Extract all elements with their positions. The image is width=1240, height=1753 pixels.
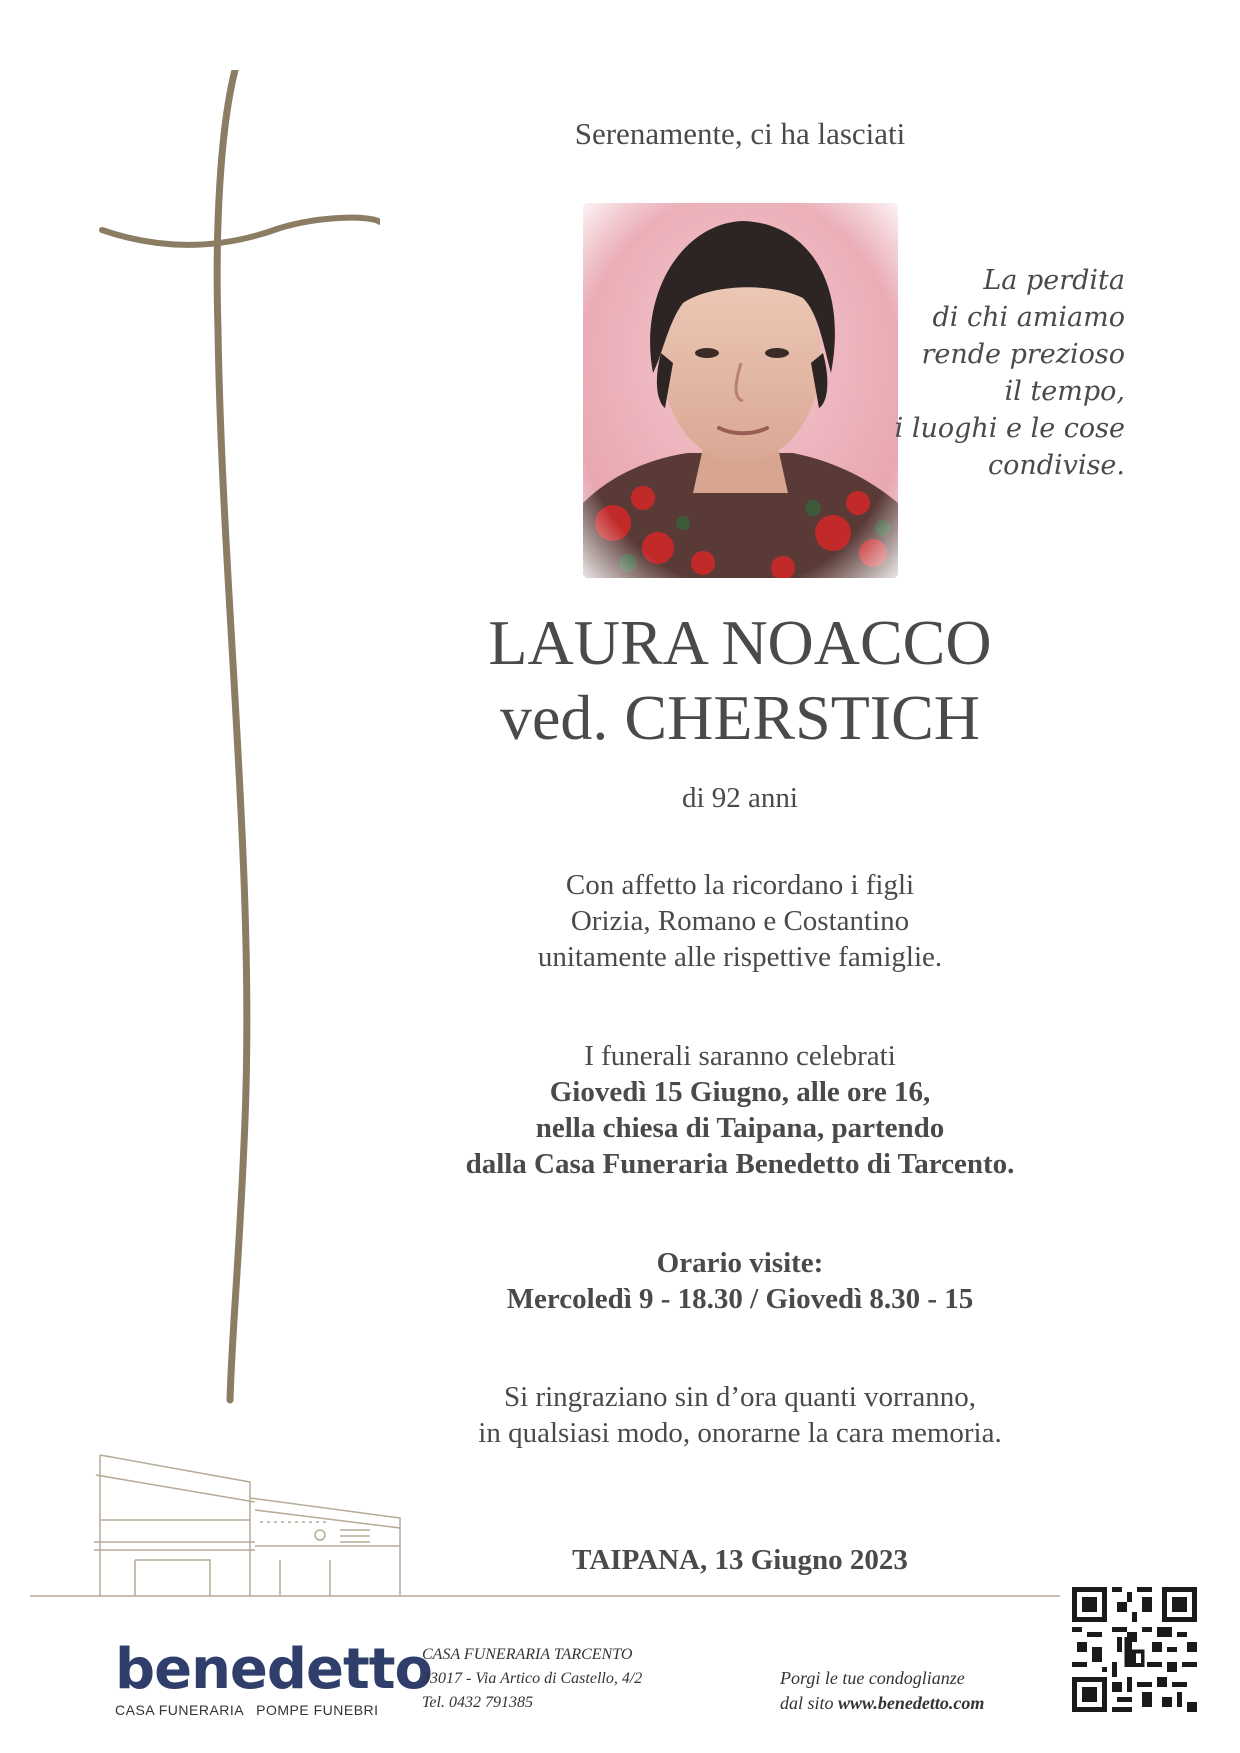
funeral-detail-line: nella chiesa di Taipana, partendo [535, 1112, 945, 1144]
name-line-1: LAURA NOACCO [488, 607, 992, 678]
funeral-intro: I funerali saranno celebrati [584, 1040, 896, 1072]
website-link[interactable]: www.benedetto.com [838, 1693, 985, 1713]
family-line: Orizia, Romano e Costantino [570, 905, 910, 937]
funeral-info [400, 1038, 1080, 1182]
quote-text [880, 262, 1125, 484]
address-line: CASA FUNERARIA TARCENTO [422, 1646, 633, 1663]
deceased-name [420, 605, 1060, 755]
deceased-age: di 92 anni [682, 782, 798, 814]
quote-line: condivise. [988, 450, 1125, 481]
cross-icon [80, 70, 380, 1410]
qr-code-icon[interactable] [1072, 1587, 1197, 1712]
quote-line: il tempo, [1004, 376, 1125, 407]
visits-hours: Mercoledì 9 - 18.30 / Giovedì 8.30 - 15 [506, 1283, 974, 1315]
quote-line: di chi amiamo [932, 302, 1125, 333]
address-line: 33017 - Via Artico di Castello, 4/2 [422, 1670, 643, 1687]
condolences-prefix: dal sito [780, 1693, 839, 1713]
condolences-line: Porgi le tue condoglianze [780, 1668, 965, 1688]
thanks-text [400, 1379, 1080, 1451]
funeral-detail-line: dalla Casa Funeraria Benedetto di Tarcento. [465, 1148, 1015, 1180]
quote-line: i luoghi e le cose [894, 413, 1125, 444]
quote-line: La perdita [983, 265, 1125, 296]
logo-subtitle [115, 1702, 379, 1718]
thanks-line: in qualsiasi modo, onorarne la cara memoria. [478, 1417, 1002, 1449]
logo-sub-right: POMPE FUNEBRI [256, 1702, 379, 1718]
benedetto-logo [115, 1637, 432, 1718]
family-text [400, 867, 1080, 975]
family-line: unitamente alle rispettive famiglie. [537, 941, 943, 973]
address-line: Tel. 0432 791385 [422, 1694, 533, 1711]
visiting-hours [400, 1245, 1080, 1317]
funeral-home-address [422, 1643, 722, 1715]
visits-title: Orario visite: [656, 1247, 824, 1279]
intro-text: Serenamente, ci ha lasciati [574, 116, 906, 151]
building-drawing [30, 1450, 1060, 1600]
quote-line: rende prezioso [921, 339, 1125, 370]
funeral-detail-line: Giovedì 15 Giugno, alle ore 16, [549, 1076, 931, 1108]
logo-wordmark: benedetto [115, 1637, 432, 1702]
place-date: TAIPANA, 13 Giugno 2023 [572, 1544, 908, 1576]
condolences-text [780, 1666, 1070, 1716]
logo-sub-left: CASA FUNERARIA [115, 1702, 245, 1718]
deceased-photo [583, 203, 898, 578]
family-line: Con affetto la ricordano i figli [565, 869, 915, 901]
thanks-line: Si ringraziano sin d’ora quanti vorranno, [504, 1381, 976, 1413]
name-line-2: ved. CHERSTICH [500, 682, 980, 753]
